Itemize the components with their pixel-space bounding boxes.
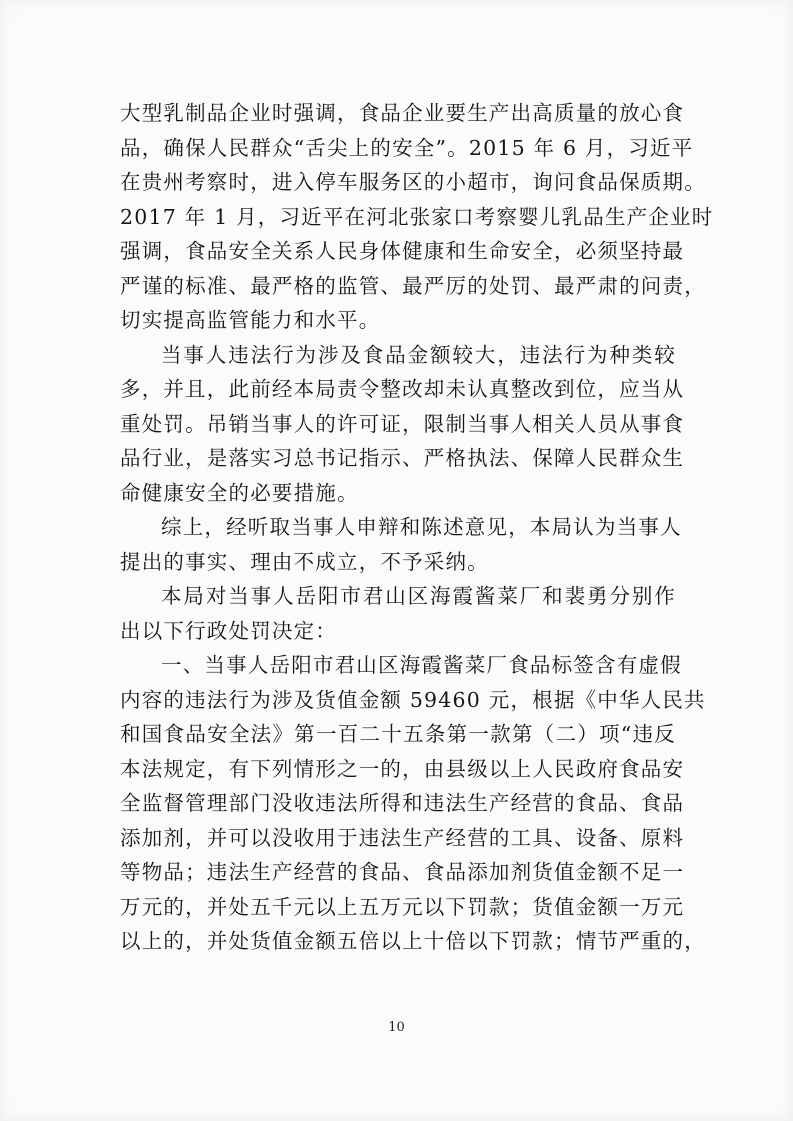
text-line: 本局对当事人岳阳市君山区海霞酱菜厂和裴勇分别作 bbox=[161, 584, 676, 608]
text-line: 2017 年 1 月，习近平在河北张家口考察婴儿乳品生产企业时 bbox=[120, 204, 714, 229]
text-line: 大型乳制品企业时强调，食品企业要生产出高质量的放心食 bbox=[120, 101, 685, 125]
text-line: 品行业，是落实习总书记指示、严格执法、保障人民群众生 bbox=[120, 446, 685, 470]
text-line: 重处罚。吊销当事人的许可证，限制当事人相关人员从事食 bbox=[120, 411, 685, 436]
text-line: 综上，经听取当事人申辩和陈述意见，本局认为当事人 bbox=[161, 515, 682, 539]
text-line: 和国食品安全法》第一百二十五条第一款第（二）项“违反 bbox=[120, 722, 676, 746]
text-line: 切实提高监管能力和水平。 bbox=[120, 308, 381, 332]
text-line: 全监督管理部门没收违法所得和违法生产经营的食品、食品 bbox=[120, 791, 685, 815]
text-line: 在贵州考察时，进入停车服务区的小超市，询问食品保质期。 bbox=[120, 170, 706, 194]
text-line: 严谨的标准、最严格的监管、最严厉的处罚、最严肃的问责， bbox=[120, 273, 706, 298]
text-line: 内容的违法行为涉及货值金额 59460 元，根据《中华人民共 bbox=[120, 687, 706, 712]
page-number: 10 bbox=[388, 1020, 405, 1035]
body-text bbox=[120, 96, 714, 959]
text-line: 当事人违法行为涉及食品金额较大，违法行为种类较 bbox=[161, 342, 676, 367]
text-line: 强调，食品安全关系人民身体健康和生命安全，必须坚持最 bbox=[120, 239, 685, 263]
text-line: 多，并且，此前经本局责令整改却未认真整改到位，应当从 bbox=[120, 377, 685, 401]
text-line: 命健康安全的必要措施。 bbox=[120, 480, 359, 505]
text-line: 添加剂，并可以没收用于违法生产经营的工具、设备、原料 bbox=[120, 825, 685, 850]
text-line: 本法规定，有下列情形之一的，由县级以上人民政府食品安 bbox=[120, 756, 685, 781]
text-line: 等物品；违法生产经营的食品、食品添加剂货值金额不足一 bbox=[120, 860, 685, 884]
text-line: 一、当事人岳阳市君山区海霞酱菜厂食品标签含有虚假 bbox=[161, 653, 682, 677]
text-line: 品，确保人民群众“舌尖上的安全”。2015 年 6 月，习近平 bbox=[120, 135, 694, 160]
text-line: 万元的，并处五千元以上五万元以下罚款；货值金额一万元 bbox=[120, 894, 685, 919]
text-line: 以上的，并处货值金额五倍以上十倍以下罚款；情节严重的， bbox=[120, 929, 706, 953]
text-line: 出以下行政处罚决定： bbox=[120, 618, 337, 643]
text-line: 提出的事实、理由不成立，不予采纳。 bbox=[120, 549, 489, 574]
